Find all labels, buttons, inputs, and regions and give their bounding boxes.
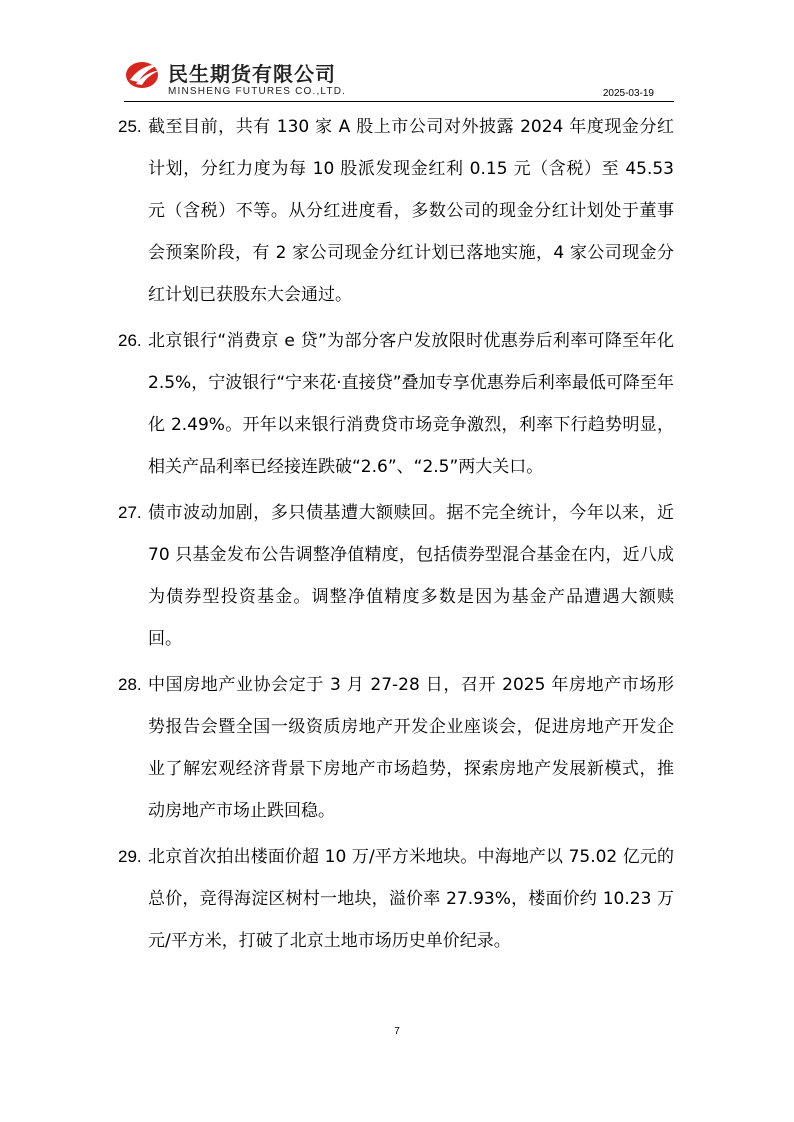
list-item [118,664,674,832]
item-text: 北京首次拍出楼面价超 10 万/平方米地块。中海地产以 75.02 亿元的总价，竞得海淀区树村一地块，溢价率 27.93%，楼面价约 10.23 万元/平方米，打破了北京土地市场历史单价纪录。 [148,847,674,951]
news-list [118,106,674,966]
report-date: 2025-03-19 [602,88,654,99]
list-item [118,492,674,660]
list-item [118,836,674,962]
page-number: 7 [394,1026,400,1037]
company-name-cn: 民生期货有限公司 [168,62,336,86]
item-text: 中国房地产业协会定于 3 月 27-28 日，召开 2025 年房地产市场形势报告会暨全国一级资质房地产开发企业座谈会，促进房地产开发企业了解宏观经济背景下房地产市场趋势，探索房地产发展新模式，推动房地产市场止跌回稳。 [148,675,674,821]
item-number: 25. [118,117,142,136]
item-text: 截至目前，共有 130 家 A 股上市公司对外披露 2024 年度现金分红计划，分红力度为每 10 股派发现金红利 0.15 元（含税）至 45.53 元（含税）不等。从分红进度看，多数公司的现金分红计划处于董事会预案阶段，有 2 家公司现金分红计划已落地实施，4 家公司现金分红计划已获股东大会通过。 [148,117,674,305]
header-divider [124,101,674,102]
item-text: 北京银行“消费京 e 贷”为部分客户发放限时优惠券后利率可降至年化 2.5%，宁波银行“宁来花·直接贷”叠加专享优惠券后利率最低可降至年化 2.49%。开年以来银行消费贷市场竞争激烈，利率下行趋势明显，相关产品利率已经接连跌破“2.6”、“2.5”两大关口。 [148,331,674,477]
list-item [118,106,674,316]
item-text: 债市波动加剧，多只债基遭大额赎回。据不完全统计，今年以来，近 70 只基金发布公告调整净值精度，包括债券型混合基金在内，近八成为债券型投资基金。调整净值精度多数是因为基金产品遭遇大额赎回。 [148,503,674,649]
page-header [124,56,674,102]
item-number: 28. [118,675,142,694]
item-number: 26. [118,331,142,350]
list-item [118,320,674,488]
item-number: 29. [118,847,142,866]
item-number: 27. [118,503,142,522]
minsheng-logo-icon [124,58,164,90]
company-name-en: MINSHENG FUTURES CO.,LTD. [168,86,347,97]
